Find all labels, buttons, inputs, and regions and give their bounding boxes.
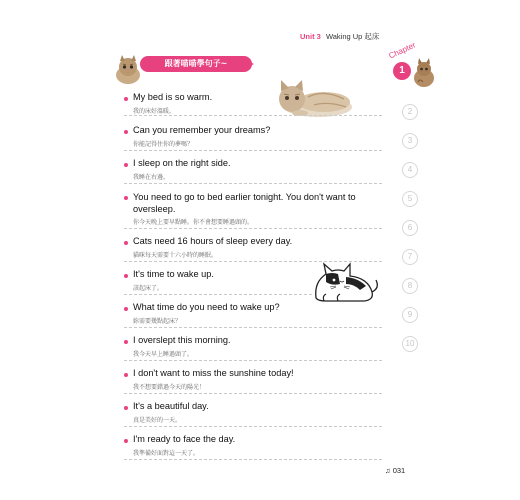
chinese-translation: 我準備好面對這一天了。 bbox=[133, 450, 200, 457]
divider bbox=[124, 393, 382, 394]
bullet-icon bbox=[124, 406, 128, 410]
unit-title: Waking Up 起床 bbox=[325, 32, 380, 41]
chapter-nav-3[interactable]: 3 bbox=[402, 133, 418, 149]
english-sentence: I overslept this morning. bbox=[133, 335, 231, 345]
chapter-nav-9[interactable]: 9 bbox=[402, 307, 418, 323]
divider bbox=[124, 115, 382, 116]
english-sentence: Can you remember your dreams? bbox=[133, 125, 271, 135]
chapter-nav-5[interactable]: 5 bbox=[402, 191, 418, 207]
english-sentence: It's time to wake up. bbox=[133, 269, 214, 279]
unit-number: Unit 3 bbox=[300, 32, 321, 41]
divider bbox=[124, 294, 312, 295]
bullet-icon bbox=[124, 97, 128, 101]
chapter-nav-10[interactable]: 10 bbox=[402, 336, 418, 352]
chinese-translation: 你今天晚上要早點睡。你不會想要睡過頭的。 bbox=[133, 219, 254, 226]
divider bbox=[124, 459, 382, 460]
bullet-icon bbox=[124, 130, 128, 134]
english-sentence: I don't want to miss the sunshine today! bbox=[133, 368, 294, 378]
cat-drawing bbox=[310, 260, 380, 304]
english-sentence: You need to go to bed earlier tonight. You don't want to oversleep. bbox=[133, 192, 356, 214]
chinese-translation: 妳需要幾點起床？ bbox=[133, 318, 182, 325]
divider bbox=[124, 150, 382, 151]
kitten-photo bbox=[268, 75, 360, 119]
bullet-icon bbox=[124, 307, 128, 311]
chinese-translation: 你能記得住你的夢嗎？ bbox=[133, 141, 194, 148]
current-chapter-badge[interactable]: 1 bbox=[393, 62, 411, 80]
divider bbox=[124, 183, 382, 184]
section-banner: 跟著喵喵學句子~ bbox=[140, 56, 252, 72]
kitten-photo-small bbox=[112, 55, 144, 85]
english-sentence: I'm ready to face the day. bbox=[133, 434, 236, 444]
chinese-translation: 真是美好的一天。 bbox=[133, 417, 182, 424]
chinese-translation: 我睡在右邊。 bbox=[133, 174, 170, 181]
bullet-icon bbox=[124, 274, 128, 278]
divider bbox=[124, 426, 382, 427]
banner-tail bbox=[246, 60, 254, 68]
chapter-nav-8[interactable]: 8 bbox=[402, 278, 418, 294]
divider bbox=[124, 327, 382, 328]
chapter-label: Chapter bbox=[387, 40, 418, 61]
chinese-translation: 我不想要錯過今天的陽光！ bbox=[133, 384, 206, 391]
chinese-translation: 我今天早上睡過頭了。 bbox=[133, 351, 194, 358]
english-sentence: Cats need 16 hours of sleep every day. bbox=[133, 236, 293, 246]
page-number: ♫ 031 bbox=[385, 466, 406, 475]
chapter-nav-7[interactable]: 7 bbox=[402, 249, 418, 265]
unit-header bbox=[300, 31, 379, 42]
bullet-icon bbox=[124, 196, 128, 200]
english-sentence: It's a beautiful day. bbox=[133, 401, 209, 411]
chapter-nav-4[interactable]: 4 bbox=[402, 162, 418, 178]
bullet-icon bbox=[124, 163, 128, 167]
chinese-translation: 我的床好溫暖。 bbox=[133, 108, 176, 115]
chinese-translation: 貓咪每天需要十六小時的睡眠。 bbox=[133, 252, 218, 259]
chinese-translation: 該起床了。 bbox=[133, 285, 164, 292]
chapter-nav-2[interactable]: 2 bbox=[402, 104, 418, 120]
bullet-icon bbox=[124, 439, 128, 443]
chapter-nav-6[interactable]: 6 bbox=[402, 220, 418, 236]
bullet-icon bbox=[124, 241, 128, 245]
english-sentence: My bed is so warm. bbox=[133, 92, 213, 102]
divider bbox=[124, 228, 382, 229]
english-sentence: What time do you need to wake up? bbox=[133, 302, 280, 312]
divider bbox=[124, 360, 382, 361]
kitten-photo-side bbox=[410, 58, 436, 88]
english-sentence: I sleep on the right side. bbox=[133, 158, 231, 168]
bullet-icon bbox=[124, 340, 128, 344]
bullet-icon bbox=[124, 373, 128, 377]
